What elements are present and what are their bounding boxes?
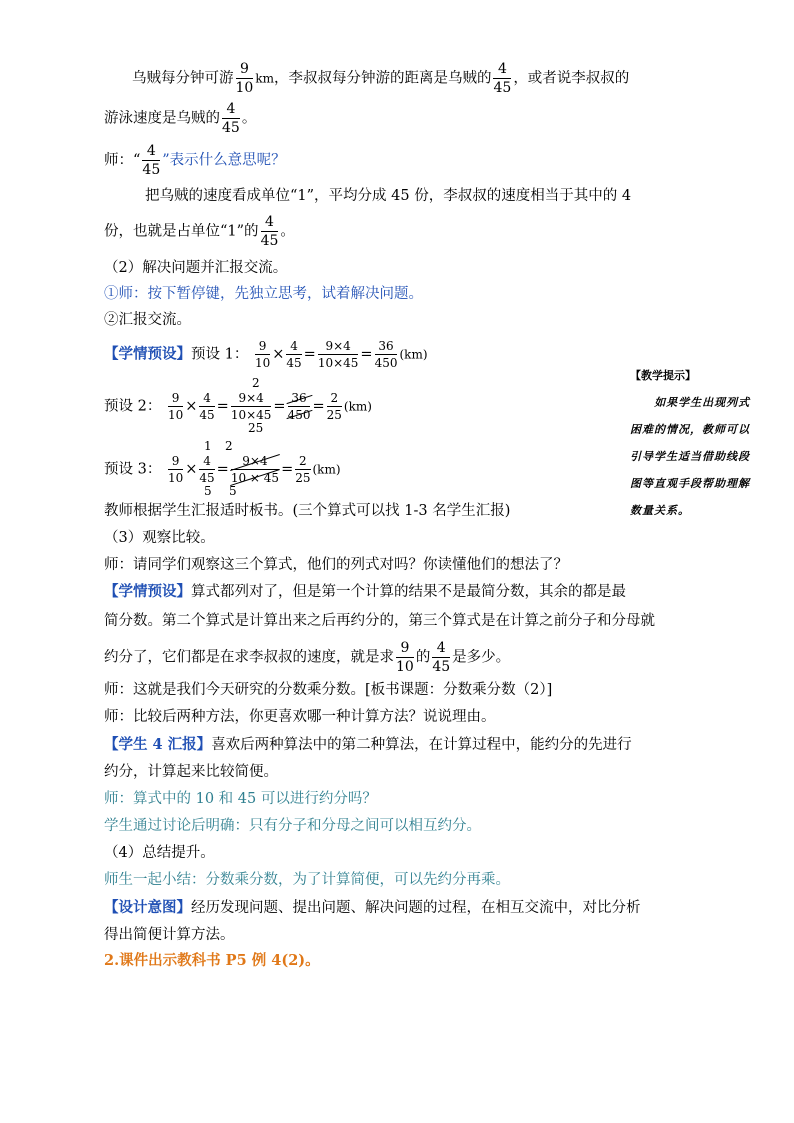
teacher-observe [104, 555, 568, 575]
text: 算式都列对了，但是第一个计算的结果不是最简分数，其余的都是最 [191, 584, 626, 600]
text: （3）观察比较。 [104, 530, 215, 546]
label: 预设 1： [191, 346, 249, 363]
op: × [272, 346, 285, 363]
text: 乌贼每分钟可游 [132, 70, 234, 87]
label: 预设 3： [104, 461, 162, 478]
para-unit-explain-2 [104, 215, 295, 248]
frac-num: 4 [493, 62, 511, 79]
text: 师：这就是我们今天研究的分数乘分数。[板书课题：分数乘分数（2）] [104, 682, 553, 698]
text: 游泳速度是乌贼的 [104, 110, 220, 127]
text: 师：算式中的 10 和 45 可以进行约分吗？ [104, 791, 377, 807]
cancel-note-up: 2 [252, 376, 260, 390]
num: 9 [396, 641, 414, 658]
board-note [104, 501, 510, 521]
num: 9 [255, 340, 270, 355]
preset-3 [104, 455, 341, 484]
example-heading [104, 951, 320, 971]
fraction-9-10 [236, 62, 254, 95]
den: 10×45 [317, 356, 359, 370]
design-intent-2 [104, 925, 235, 945]
text: （2）解决问题并汇报交流。 [104, 260, 288, 276]
den: 25 [326, 408, 342, 422]
text: 师：比较后两种方法，你更喜欢哪一种计算方法？说说理由。 [104, 709, 496, 725]
text: 约分，计算起来比较简便。 [104, 764, 278, 780]
text: 师：请同学们观察这三个算式，他们的列式对吗？你读懂他们的想法了？ [104, 557, 568, 573]
section-3-heading [104, 528, 215, 548]
preset-analysis [104, 582, 626, 602]
num: 9×4 [231, 455, 279, 470]
num: 2 [295, 455, 310, 470]
student-report-2 [104, 762, 278, 782]
text: 约分了，它们都是在求李叔叔的速度，就是求 [104, 649, 394, 666]
text: 简分数。第二个算式是计算出来之后再约分的，第三个算式是在计算之前分子和分母就 [104, 613, 655, 629]
para-swim-speed [104, 102, 256, 135]
frac-num: 4 [261, 215, 279, 232]
num: 4 [432, 641, 450, 658]
op: × [185, 398, 198, 415]
frac [199, 455, 214, 484]
label: 预设 2： [104, 398, 162, 415]
frac-num: 4 [222, 102, 240, 119]
student-report [104, 735, 632, 755]
unit: km [255, 71, 274, 86]
den: 450 [374, 356, 398, 370]
den: 25 [295, 471, 311, 485]
den: 10 [254, 356, 271, 370]
fraction-4-45 [432, 641, 450, 674]
frac [295, 455, 310, 484]
text: 把乌贼的速度看成单位“1”，平均分成 45 份，李叔叔的速度相当于其中的 4 [145, 188, 632, 204]
frac-num: 9 [236, 62, 254, 79]
den: 10 [167, 471, 184, 485]
preset-analysis-3 [104, 641, 510, 674]
den: 45 [199, 408, 215, 422]
teacher-question [104, 144, 286, 177]
para-squid-speed [132, 62, 629, 95]
num: 4 [199, 455, 214, 470]
preset-1 [104, 340, 428, 369]
num: 9 [168, 455, 183, 470]
cancel-note-up: 1 [204, 439, 212, 453]
num: 36 [375, 340, 398, 355]
frac [199, 392, 214, 421]
cancel-note-down: 5 [204, 484, 212, 498]
text: ”表示什么意思呢？ [162, 152, 286, 169]
num: 4 [199, 392, 214, 407]
eq: = [303, 346, 316, 363]
op: × [185, 461, 198, 478]
den: 450 [287, 408, 311, 422]
para-unit-explain [145, 186, 631, 206]
text: 。 [241, 110, 257, 127]
den: 10 [167, 408, 184, 422]
tag: 【学情预设】 [104, 583, 191, 600]
text: 教师根据学生汇报适时板书。(三个算式可以找 1-3 名学生汇报) [104, 503, 511, 519]
frac [231, 392, 272, 421]
text: 得出简便计算方法。 [104, 927, 235, 943]
tag: 【学生 4 汇报】 [104, 736, 212, 753]
num: 36 [288, 392, 311, 407]
teacher-compare [104, 707, 496, 727]
den: 45 [199, 471, 215, 485]
eq: = [360, 346, 373, 363]
text: 的 [415, 649, 431, 666]
frac-den: 45 [260, 233, 279, 249]
sidebar-body: 如果学生出现列式困难的情况，教师可以引导学生适当借助线段图等直观手段帮助理解数量关系。 [630, 396, 751, 517]
text: ②汇报交流。 [104, 312, 191, 328]
eq: = [281, 461, 294, 478]
num: 9×4 [231, 392, 272, 407]
frac [286, 340, 301, 369]
num: 4 [286, 340, 301, 355]
tag: 【设计意图】 [104, 899, 191, 916]
fraction-4-45 [142, 144, 160, 177]
cancel-note-up: 2 [225, 439, 233, 453]
frac [255, 340, 270, 369]
frac-num: 4 [142, 144, 160, 161]
den: 10 × 45 [230, 471, 280, 485]
tag: 【学情预设】 [104, 345, 191, 363]
frac-cancelled [231, 455, 279, 484]
text: ①师：按下暂停键，先独立思考，试着解决问题。 [104, 286, 423, 302]
cancel-note-down: 5 [229, 484, 237, 498]
num: 9×4 [318, 340, 359, 355]
fraction-4-45 [261, 215, 279, 248]
report-heading [104, 310, 191, 330]
frac-cancelled [288, 392, 311, 421]
text: 份，也就是占单位“1”的 [104, 223, 259, 240]
text: 2.课件出示教科书 P5 例 4(2)。 [104, 952, 320, 969]
summary [104, 870, 510, 890]
eq: = [273, 398, 286, 415]
teacher-instruction [104, 284, 423, 304]
frac-den: 10 [235, 80, 254, 96]
text: （4）总结提升。 [104, 845, 215, 861]
unit: (km) [399, 347, 428, 362]
teacher-topic [104, 680, 552, 700]
den: 10 [396, 659, 414, 675]
text: 经历发现问题、提出问题、解决问题的过程，在相互交流中，对比分析 [191, 900, 641, 916]
num: 9 [168, 392, 183, 407]
unit: (km) [312, 462, 341, 477]
frac [168, 392, 183, 421]
eq: = [312, 398, 325, 415]
design-intent [104, 898, 641, 918]
frac [318, 340, 359, 369]
text: 是多少。 [452, 649, 511, 666]
teaching-tip-sidebar [630, 362, 760, 524]
text: 师生一起小结：分数乘分数，为了计算简便，可以先约分再乘。 [104, 872, 510, 888]
frac [168, 455, 183, 484]
cancel-note-down: 25 [248, 421, 264, 435]
section-2-heading [104, 258, 287, 278]
frac [375, 340, 398, 369]
frac-den: 45 [222, 120, 240, 136]
text: 学生通过讨论后明确：只有分子和分母之间可以相互约分。 [104, 818, 481, 834]
text: 喜欢后两种算法中的第二种算法，在计算过程中，能约分的先进行 [211, 737, 632, 753]
text: 师：“ [104, 152, 141, 169]
teacher-question-2 [104, 789, 377, 809]
text: 。 [280, 223, 295, 240]
eq: = [216, 398, 229, 415]
frac-den: 45 [142, 162, 161, 178]
section-4-heading [104, 843, 215, 863]
preset-analysis-2 [104, 611, 655, 631]
eq: = [216, 461, 229, 478]
frac [327, 392, 342, 421]
den: 10×45 [230, 408, 272, 422]
frac-den: 45 [493, 80, 512, 96]
preset-2 [104, 392, 372, 421]
unit: (km) [343, 399, 372, 414]
den: 45 [432, 659, 451, 675]
num: 2 [327, 392, 342, 407]
fraction-4-45 [493, 62, 511, 95]
fraction-4-45 [222, 102, 240, 135]
sidebar-title: 【教学提示】 [630, 369, 696, 382]
text: ，或者说李叔叔的 [513, 70, 630, 87]
text: ，李叔叔每分钟游的距离是乌贼的 [273, 70, 492, 87]
student-conclusion [104, 816, 481, 836]
den: 45 [286, 356, 302, 370]
fraction-9-10 [396, 641, 414, 674]
